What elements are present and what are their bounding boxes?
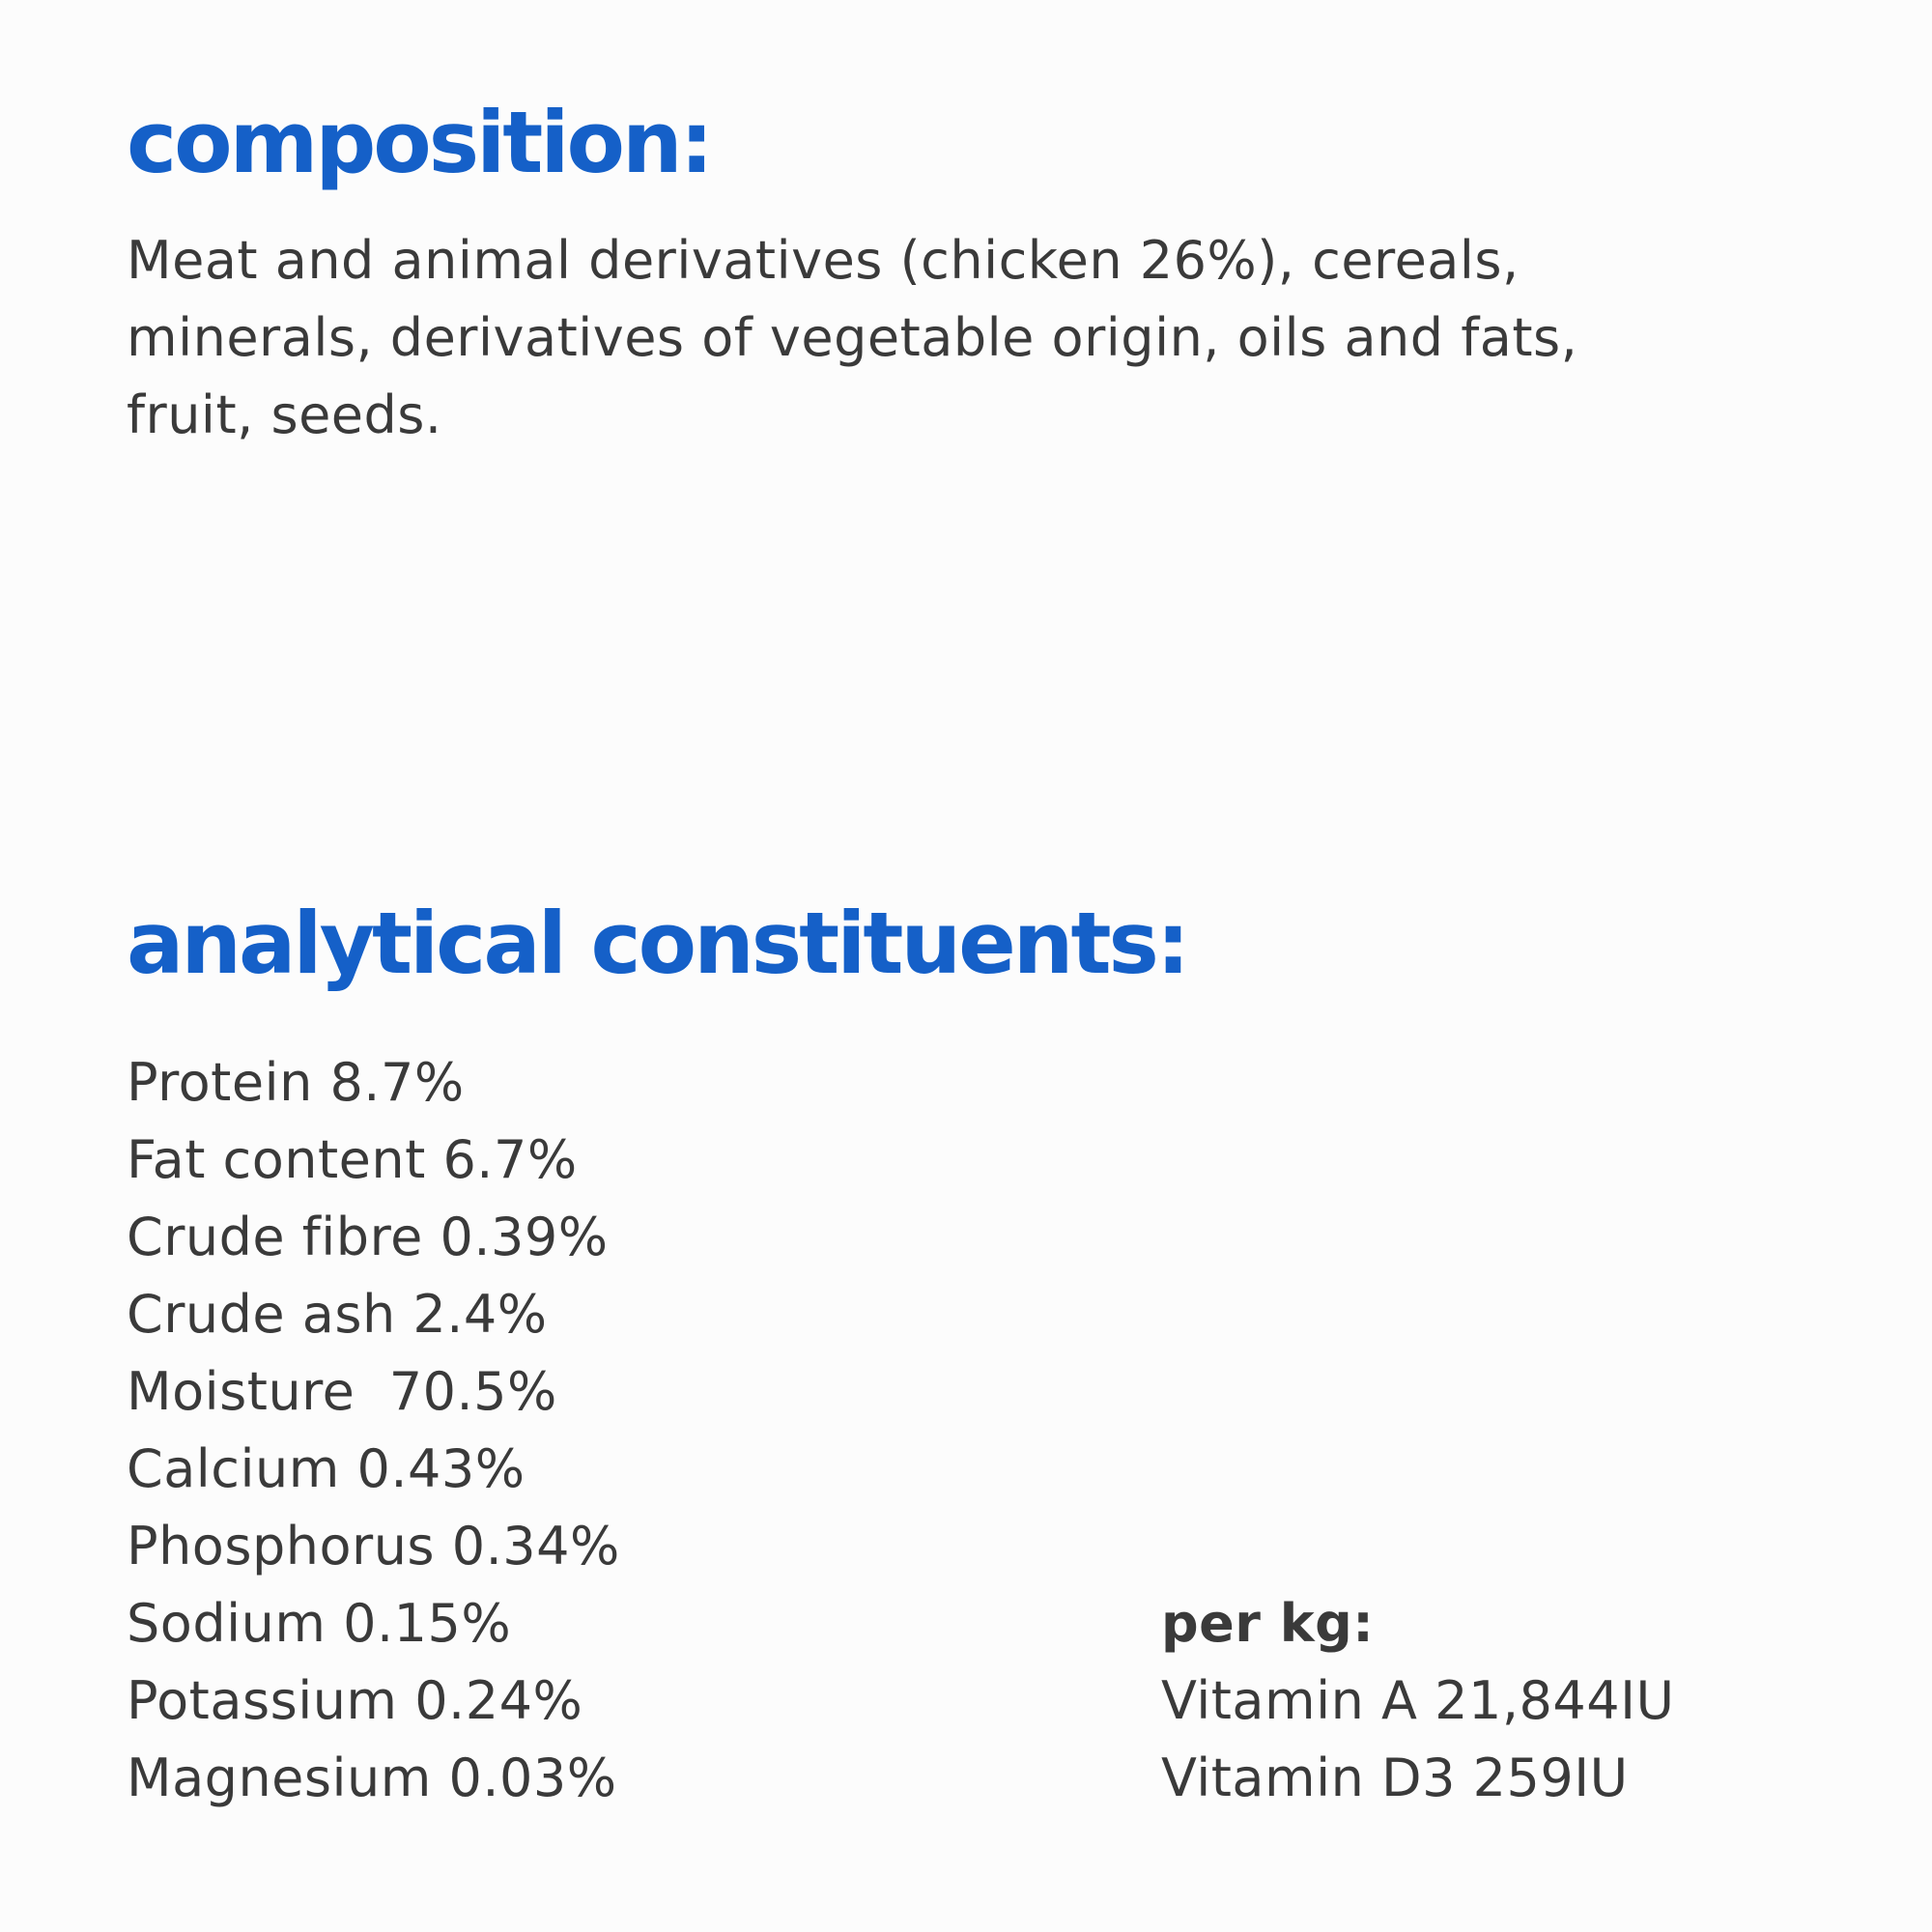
constituent-fat-content: Fat content 6.7% [127, 1129, 578, 1190]
per-kg-section [1161, 1585, 1675, 1817]
constituent-calcium: Calcium 0.43% [127, 1438, 526, 1499]
analytical-constituents-heading: analytical constituents: [127, 894, 1188, 993]
constituent-crude-ash: Crude ash 2.4% [127, 1284, 548, 1345]
constituent-sodium: Sodium 0.15% [127, 1593, 512, 1654]
vitamin-a: Vitamin A 21,844IU [1161, 1670, 1675, 1731]
per-kg-title: per kg: [1161, 1593, 1375, 1654]
constituent-phosphorus: Phosphorus 0.34% [127, 1516, 620, 1577]
constituent-potassium: Potassium 0.24% [127, 1670, 583, 1731]
vitamin-d3: Vitamin D3 259IU [1161, 1747, 1629, 1808]
constituent-crude-fibre: Crude fibre 0.39% [127, 1207, 609, 1267]
composition-heading: composition: [127, 93, 711, 192]
analytical-constituents-list [127, 1044, 620, 1817]
composition-text: Meat and animal derivatives (chicken 26%), cereals, minerals, derivatives of vegetable origin, oils and fats, fruit, seeds. [127, 230, 1578, 445]
constituent-magnesium: Magnesium 0.03% [127, 1747, 617, 1808]
per-kg-list [1161, 1662, 1675, 1817]
constituent-protein: Protein 8.7% [127, 1052, 465, 1113]
constituent-moisture: Moisture 70.5% [127, 1361, 557, 1422]
